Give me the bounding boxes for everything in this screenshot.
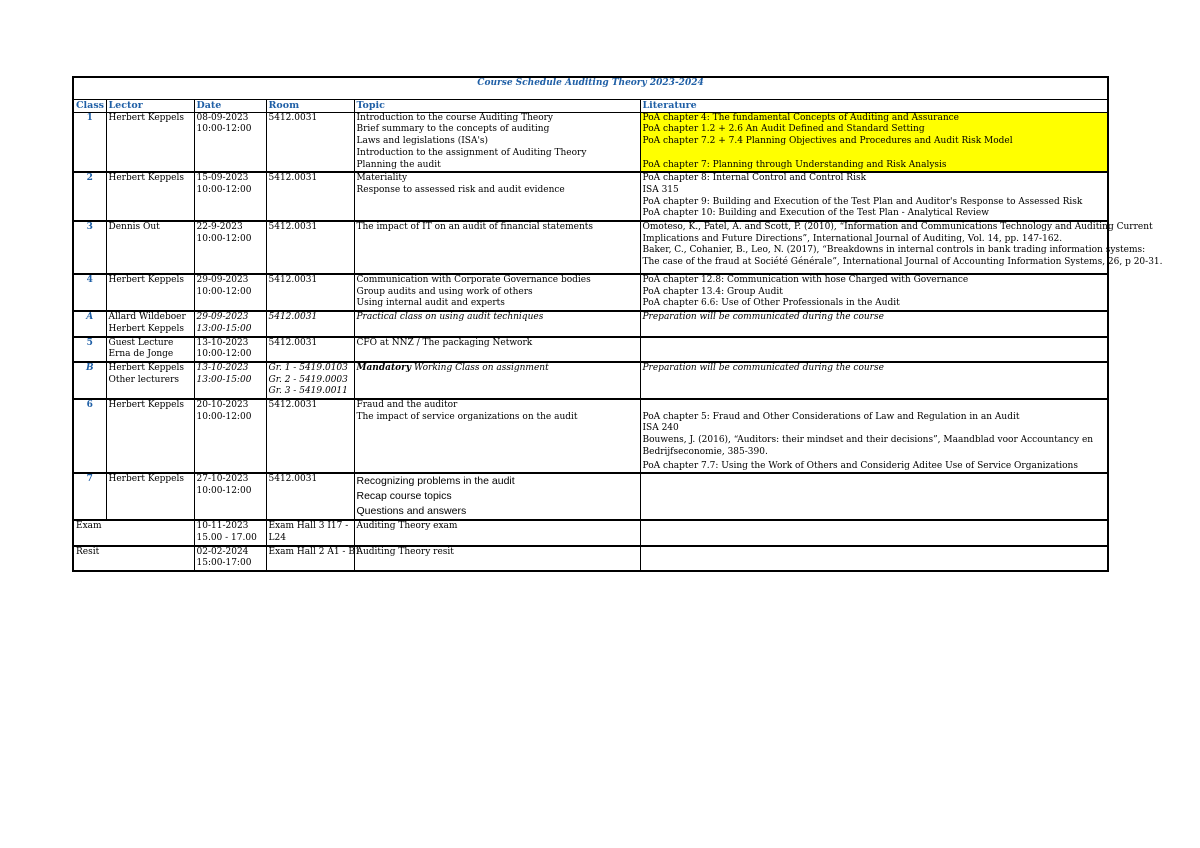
room-value: Exam Hall 3 I17 - [268,521,349,532]
date-cell [194,112,266,172]
lector-name: Herbert Keppels [108,323,184,334]
literature-line: PoA chapter 4: The fundamental Concepts of Auditing and Assurance [642,112,960,123]
time-value: 13:00-15:00 [196,374,252,385]
lector-name: Herbert Keppels [108,474,184,485]
literature-cell [640,221,1163,274]
date-value: 13-10-2023 [196,362,249,373]
literature-cell-empty [640,546,1108,571]
time-value: 15.00 - 17.00 [196,532,257,543]
lector-name: Erna de Jonge [108,349,174,360]
literature-line: Bedrijfseconomie, 385-390. [642,446,768,457]
room-cell [266,546,361,571]
date-value: 10-11-2023 [196,521,249,532]
date-value: 29-09-2023 [196,312,249,323]
lector-cell [106,362,194,399]
date-cell [194,399,266,473]
room-cell [266,473,354,520]
topic-cell [354,362,640,399]
class-number: 1 [73,112,106,172]
date-value: 08-09-2023 [196,112,249,123]
lector-cell [106,274,194,311]
literature-cell-empty [640,337,1108,362]
date-value: 22-9-2023 [196,222,243,233]
topic-cell [354,473,640,520]
room-cell [266,221,354,274]
room-cell [266,172,354,221]
literature-line: PoA chapter 5: Fraud and Other Considerations of Law and Regulation in an Audit [642,411,1020,422]
room-value: 5412.0031 [268,222,318,233]
topic-cell: Auditing Theory exam [354,520,640,545]
room-value: 5412.0031 [268,337,318,348]
class-number: 5 [73,337,106,362]
date-cell [194,172,266,221]
lector-cell [106,473,194,520]
room-cell [266,274,354,311]
topic-line: The impact of IT on an audit of financial statements [356,222,593,233]
literature-line: Baker, C., Cohanier, B., Leo, N. (2017), “Breakdowns in internal controls in bank trading information systems: [642,245,1146,256]
topic-line: CFO at NNZ / The packaging Network [356,337,533,348]
literature-line: Preparation will be communicated during the course [642,312,884,323]
literature-cell-highlighted [640,112,1108,172]
topic-line: Practical class on using audit techniques [356,312,544,323]
topic-line: Working Class on assignment [411,362,549,373]
mandatory-label: Mandatory [356,362,412,373]
topic-line: Recognizing problems in the audit [356,475,515,488]
room-value: 5412.0031 [268,112,318,123]
date-cell [194,546,266,571]
topic-cell [354,337,640,362]
room-value: L24 [268,532,286,543]
date-value: 02-02-2024 [196,546,249,557]
topic-line: Group audits and using work of others [356,286,533,297]
time-value: 10:00-12:00 [196,233,252,244]
room-cell [266,399,354,473]
lector-cell [106,311,194,336]
time-value: 10:00-12:00 [196,349,252,360]
literature-cell-empty [640,473,1108,520]
time-value: 10:00-12:00 [196,124,252,135]
room-cell [266,337,354,362]
literature-line: PoA chapter 7.7: Using the Work of Others and Considerig Aditee Use of Service Organizations [642,460,1078,471]
literature-cell [640,362,1108,399]
date-value: 20-10-2023 [196,400,249,411]
lector-name: Herbert Keppels [108,173,184,184]
room-cell [266,362,354,399]
literature-line: Implications and Future Directions”, International Journal of Auditing, Vol. 14, pp. 147-162. [642,233,1063,244]
table-row [73,311,1108,336]
room-value: Gr. 2 - 5419.0003 [268,374,348,385]
literature-line: The case of the fraud at Société Générale”, International Journal of Accounting Information Systems, 26, p 20-31. [642,257,1163,268]
lector-cell [106,172,194,221]
literature-line: Bouwens, J. (2016), “Auditors: their mindset and their decisions”, Maandblad voor Accountancy en [642,435,1094,446]
header-room: Room [266,100,354,113]
topic-line: Communication with Corporate Governance bodies [356,275,591,286]
literature-line: PoA chapter 7.2 + 7.4 Planning Objectives and Procedures and Audit Risk Model [642,136,1013,147]
class-number: 7 [73,473,106,520]
table-row [73,221,1108,274]
lector-name: Other lecturers [108,374,179,385]
topic-cell [354,172,640,221]
table-row [73,274,1108,311]
literature-line: PoA chapter 8: Internal Control and Control Risk [642,173,867,184]
date-value: 13-10-2023 [196,337,249,348]
lector-name: Herbert Keppels [108,112,184,123]
room-value: Gr. 3 - 5419.0011 [268,386,348,397]
literature-line: ISA 315 [642,184,679,195]
topic-line: Response to assessed risk and audit evidence [356,184,565,195]
room-cell [266,311,354,336]
topic-line: Materiality [356,173,408,184]
exam-label: Exam [73,520,194,545]
room-value: Exam Hall 2 A1 - B1 [268,546,361,557]
topic-cell [354,112,640,172]
room-value: 5412.0031 [268,312,318,323]
resit-label: Resit [73,546,194,571]
class-number: 2 [73,172,106,221]
class-number: 4 [73,274,106,311]
literature-line: Preparation will be communicated during the course [642,362,884,373]
date-value: 29-09-2023 [196,275,249,286]
room-cell [266,112,354,172]
table-row [73,112,1108,172]
literature-cell [640,311,1108,336]
literature-line: PoA chapter 9: Building and Execution of the Test Plan and Auditor's Response to Assessed Risk [642,196,1083,207]
topic-cell [354,274,640,311]
room-value: 5412.0031 [268,275,318,286]
literature-line: Omoteso, K., Patel, A. and Scott, P. (2010), “Information and Communications Technology and Auditing Current [642,222,1153,233]
lector-cell [106,221,194,274]
lector-name: Herbert Keppels [108,275,184,286]
literature-line: PoA chapter 6.6: Use of Other Professionals in the Audit [642,298,900,309]
literature-cell [640,172,1108,221]
date-cell [194,337,266,362]
header-date: Date [194,100,266,113]
topic-line: Fraud and the auditor [356,400,458,411]
literature-line: PoA chapter 12.8: Communication with hose Charged with Governance [642,275,969,286]
topic-line: Using internal audit and experts [356,298,505,309]
header-lector: Lector [106,100,194,113]
topic-cell [354,311,640,336]
date-cell [194,473,266,520]
topic-line: Introduction to the course Auditing Theory [356,112,553,123]
date-value: 15-09-2023 [196,173,249,184]
topic-line: Laws and legislations (ISA's) [356,136,489,147]
lector-cell [106,337,194,362]
room-value: 5412.0031 [268,400,318,411]
topic-cell: Auditing Theory resit [354,546,640,571]
table-row [73,172,1108,221]
date-cell [194,221,266,274]
date-cell [194,274,266,311]
literature-line: PoA chapter 7: Planning through Understanding and Risk Analysis [642,159,947,170]
lector-name: Allard Wildeboer [108,312,186,323]
date-cell [194,520,266,545]
resit-row [73,546,1108,571]
time-value: 10:00-12:00 [196,184,252,195]
header-row [73,100,1108,113]
class-number: A [73,311,106,336]
header-literature: Literature [640,100,1108,113]
table-row [73,337,1108,362]
lector-name: Dennis Out [108,222,160,233]
class-number: 6 [73,399,106,473]
lector-name: Herbert Keppels [108,362,184,373]
class-number: B [73,362,106,399]
time-value: 15:00-17:00 [196,558,252,569]
time-value: 10:00-12:00 [196,411,252,422]
literature-line: ISA 240 [642,423,679,434]
room-value: Gr. 1 - 5419.0103 [268,362,348,373]
topic-cell [354,221,640,274]
literature-cell [640,399,1108,473]
literature-cell [640,274,1108,311]
lector-name: Herbert Keppels [108,400,184,411]
topic-cell [354,399,640,473]
time-value: 10:00-12:00 [196,286,252,297]
topic-line: Introduction to the assignment of Auditing Theory [356,147,587,158]
literature-line: PoA chapter 10: Building and Execution of the Test Plan - Analytical Review [642,208,989,219]
topic-line: Questions and answers [356,505,467,518]
table-row [73,399,1108,473]
date-value: 27-10-2023 [196,474,249,485]
time-value: 10:00-12:00 [196,485,252,496]
lector-cell [106,112,194,172]
time-value: 13:00-15:00 [196,323,252,334]
room-value: 5412.0031 [268,474,318,485]
lector-name: Guest Lecture [108,337,174,348]
topic-line: Brief summary to the concepts of auditing [356,124,550,135]
topic-line: The impact of service organizations on the audit [356,411,578,422]
date-cell [194,311,266,336]
topic-line: Planning the audit [356,159,441,170]
header-class: Class [73,100,106,113]
class-number: 3 [73,221,106,274]
topic-line: Recap course topics [356,490,452,503]
room-cell [266,520,354,545]
date-cell [194,362,266,399]
room-value: 5412.0031 [268,173,318,184]
literature-line: PoA chapter 13.4: Group Audit [642,286,783,297]
header-topic: Topic [354,100,640,113]
lector-cell [106,399,194,473]
course-schedule-table [72,76,1163,572]
schedule-title: Course Schedule Auditing Theory 2023-2024 [73,77,1108,100]
table-row [73,473,1108,520]
table-row [73,362,1108,399]
exam-row [73,520,1108,545]
literature-line: PoA chapter 1.2 + 2.6 An Audit Defined and Standard Setting [642,124,925,135]
literature-cell-empty [640,520,1108,545]
